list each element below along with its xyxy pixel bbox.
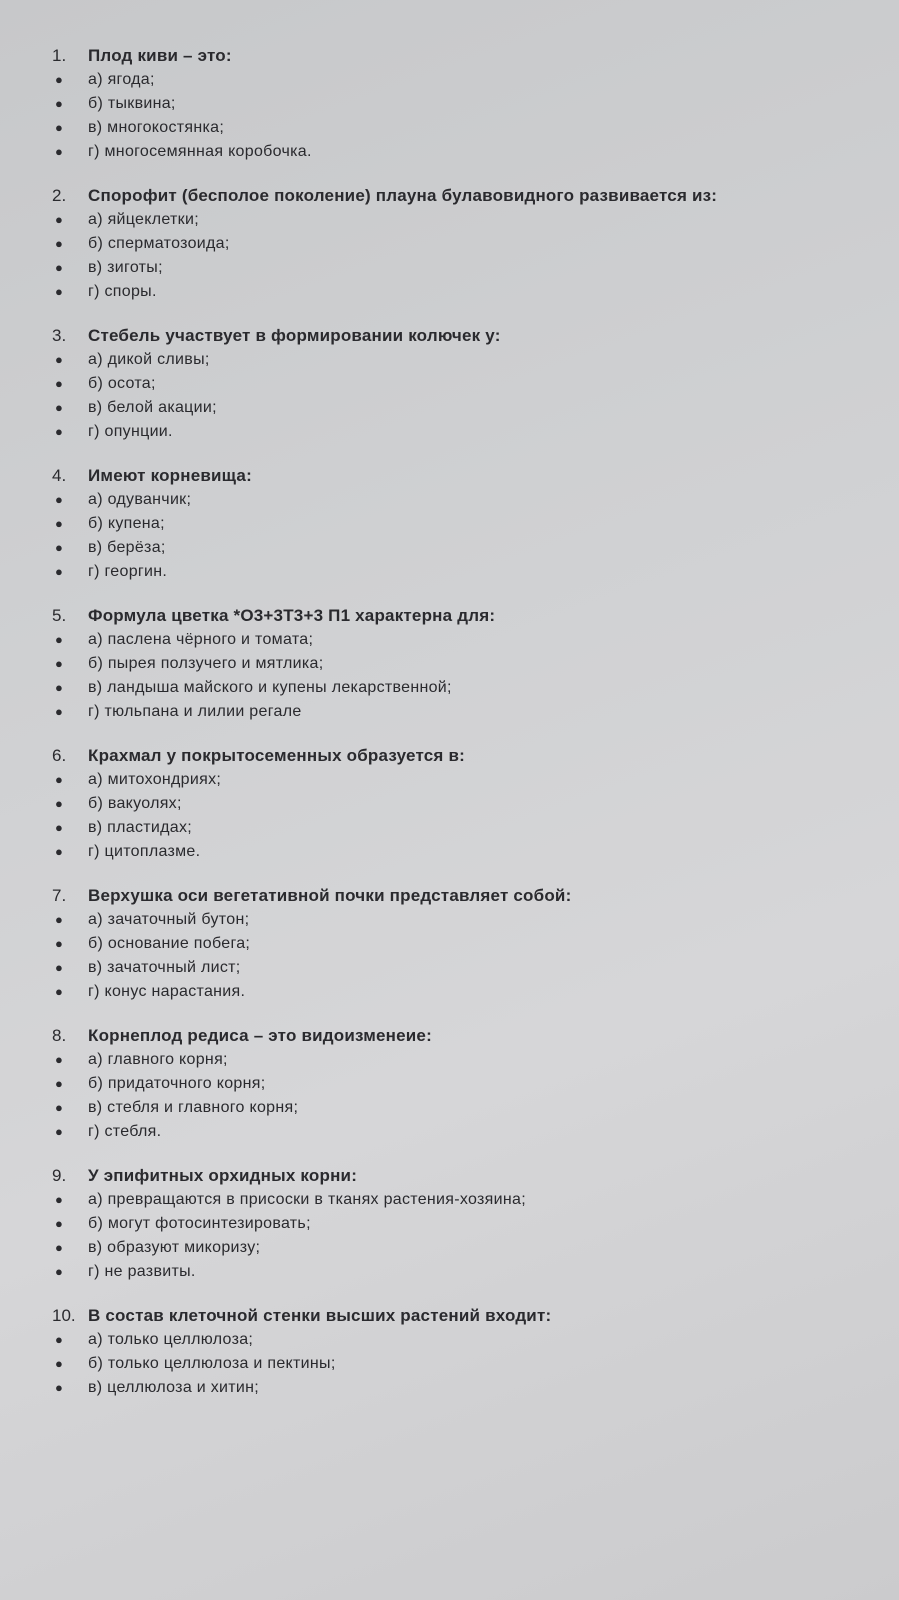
question-text: Верхушка оси вегетативной почки представляет собой: bbox=[88, 886, 572, 905]
question-text: Имеют корневища: bbox=[88, 466, 252, 485]
answer-option bbox=[52, 1376, 872, 1400]
bullet-icon: ● bbox=[55, 492, 63, 507]
answer-text: а) превращаются в присоски в тканях растения-хозяина; bbox=[88, 1191, 526, 1208]
question-5 bbox=[52, 604, 872, 724]
bullet-icon: ● bbox=[55, 540, 63, 555]
answer-text: в) белой акации; bbox=[88, 399, 217, 416]
answer-option bbox=[52, 932, 872, 956]
answer-option bbox=[52, 1328, 872, 1352]
question-text: Корнеплод редиса – это видоизменеие: bbox=[88, 1026, 432, 1045]
answer-text: г) многосемянная коробочка. bbox=[88, 143, 312, 160]
answer-text: г) споры. bbox=[88, 283, 157, 300]
answer-text: г) не развиты. bbox=[88, 1263, 196, 1280]
question-2 bbox=[52, 184, 872, 304]
question-8 bbox=[52, 1024, 872, 1144]
bullet-icon: ● bbox=[55, 212, 63, 227]
answer-text: г) опунции. bbox=[88, 423, 173, 440]
bullet-icon: ● bbox=[55, 1124, 63, 1139]
answer-option bbox=[52, 1352, 872, 1376]
bullet-icon: ● bbox=[55, 284, 63, 299]
bullet-icon: ● bbox=[55, 236, 63, 251]
question-heading bbox=[52, 184, 872, 208]
question-text: Формула цветка *О3+3Т3+3 П1 характерна для: bbox=[88, 606, 496, 625]
answer-option bbox=[52, 816, 872, 840]
bullet-icon: ● bbox=[55, 1216, 63, 1231]
answer-text: а) зачаточный бутон; bbox=[88, 911, 250, 928]
question-heading bbox=[52, 744, 872, 768]
answer-text: б) придаточного корня; bbox=[88, 1075, 266, 1092]
answer-option bbox=[52, 232, 872, 256]
answer-text: г) конус нарастания. bbox=[88, 983, 246, 1000]
bullet-icon: ● bbox=[55, 352, 63, 367]
question-heading bbox=[52, 604, 872, 628]
question-number: 7. bbox=[52, 886, 67, 905]
answer-option bbox=[52, 768, 872, 792]
answer-text: а) ягода; bbox=[88, 71, 155, 88]
answer-option bbox=[52, 1188, 872, 1212]
bullet-icon: ● bbox=[55, 1240, 63, 1255]
bullet-icon: ● bbox=[55, 376, 63, 391]
answer-text: б) осота; bbox=[88, 375, 156, 392]
answer-text: а) митохондриях; bbox=[88, 771, 222, 788]
answer-option bbox=[52, 700, 872, 724]
bullet-icon: ● bbox=[55, 820, 63, 835]
answer-option bbox=[52, 676, 872, 700]
answer-text: в) образуют микоризу; bbox=[88, 1239, 261, 1256]
answer-option bbox=[52, 908, 872, 932]
answer-option bbox=[52, 1096, 872, 1120]
answer-text: б) только целлюлоза и пектины; bbox=[88, 1355, 336, 1372]
question-number: 3. bbox=[52, 326, 67, 345]
bullet-icon: ● bbox=[55, 704, 63, 719]
question-number: 2. bbox=[52, 186, 67, 205]
bullet-icon: ● bbox=[55, 912, 63, 927]
answer-text: а) паслена чёрного и томата; bbox=[88, 631, 314, 648]
answer-option bbox=[52, 1260, 872, 1284]
bullet-icon: ● bbox=[55, 1192, 63, 1207]
bullet-icon: ● bbox=[55, 844, 63, 859]
question-7 bbox=[52, 884, 872, 1004]
question-heading bbox=[52, 464, 872, 488]
question-number: 9. bbox=[52, 1166, 67, 1185]
bullet-icon: ● bbox=[55, 772, 63, 787]
bullet-icon: ● bbox=[55, 656, 63, 671]
answer-option bbox=[52, 792, 872, 816]
bullet-icon: ● bbox=[55, 72, 63, 87]
answer-text: г) георгин. bbox=[88, 563, 168, 580]
answer-option bbox=[52, 512, 872, 536]
answer-text: в) зачаточный лист; bbox=[88, 959, 241, 976]
bullet-icon: ● bbox=[55, 984, 63, 999]
answer-option bbox=[52, 256, 872, 280]
answer-option bbox=[52, 980, 872, 1004]
answer-option bbox=[52, 420, 872, 444]
question-number: 10. bbox=[52, 1306, 76, 1325]
answer-option bbox=[52, 1120, 872, 1144]
answer-option bbox=[52, 92, 872, 116]
answer-option bbox=[52, 536, 872, 560]
answer-text: а) дикой сливы; bbox=[88, 351, 210, 368]
question-text: Плод киви – это: bbox=[88, 46, 232, 65]
bullet-icon: ● bbox=[55, 120, 63, 135]
answer-text: в) ландыша майского и купены лекарственной; bbox=[88, 679, 452, 696]
question-9 bbox=[52, 1164, 872, 1284]
answer-text: в) стебля и главного корня; bbox=[88, 1099, 299, 1116]
answer-text: а) яйцеклетки; bbox=[88, 211, 199, 228]
answer-text: а) главного корня; bbox=[88, 1051, 228, 1068]
bullet-icon: ● bbox=[55, 96, 63, 111]
answer-option bbox=[52, 652, 872, 676]
question-heading bbox=[52, 884, 872, 908]
answer-text: б) могут фотосинтезировать; bbox=[88, 1215, 311, 1232]
bullet-icon: ● bbox=[55, 796, 63, 811]
bullet-icon: ● bbox=[55, 144, 63, 159]
answer-text: б) вакуолях; bbox=[88, 795, 182, 812]
bullet-icon: ● bbox=[55, 632, 63, 647]
question-heading bbox=[52, 1024, 872, 1048]
bullet-icon: ● bbox=[55, 1052, 63, 1067]
bullet-icon: ● bbox=[55, 424, 63, 439]
question-number: 4. bbox=[52, 466, 67, 485]
answer-text: а) только целлюлоза; bbox=[88, 1331, 254, 1348]
answer-option bbox=[52, 1072, 872, 1096]
answer-option bbox=[52, 628, 872, 652]
answer-option bbox=[52, 372, 872, 396]
answer-text: г) цитоплазме. bbox=[88, 843, 201, 860]
answer-text: б) основание побега; bbox=[88, 935, 251, 952]
question-heading bbox=[52, 324, 872, 348]
answer-text: в) берёза; bbox=[88, 539, 166, 556]
bullet-icon: ● bbox=[55, 564, 63, 579]
bullet-icon: ● bbox=[55, 1380, 63, 1395]
bullet-icon: ● bbox=[55, 1332, 63, 1347]
answer-option bbox=[52, 140, 872, 164]
bullet-icon: ● bbox=[55, 936, 63, 951]
answer-option bbox=[52, 116, 872, 140]
bullet-icon: ● bbox=[55, 960, 63, 975]
test-sheet bbox=[52, 44, 872, 1420]
question-text: Крахмал у покрытосеменных образуется в: bbox=[88, 746, 465, 765]
bullet-icon: ● bbox=[55, 516, 63, 531]
answer-option bbox=[52, 348, 872, 372]
bullet-icon: ● bbox=[55, 680, 63, 695]
question-number: 1. bbox=[52, 46, 67, 65]
bullet-icon: ● bbox=[55, 1100, 63, 1115]
answer-text: в) пластидах; bbox=[88, 819, 193, 836]
answer-option bbox=[52, 1236, 872, 1260]
question-heading bbox=[52, 1304, 872, 1328]
question-text: У эпифитных орхидных корни: bbox=[88, 1166, 358, 1185]
question-number: 6. bbox=[52, 746, 67, 765]
answer-option bbox=[52, 208, 872, 232]
answer-text: г) тюльпана и лилии регале bbox=[88, 703, 302, 720]
bullet-icon: ● bbox=[55, 400, 63, 415]
question-6 bbox=[52, 744, 872, 864]
question-heading bbox=[52, 1164, 872, 1188]
answer-text: в) зиготы; bbox=[88, 259, 163, 276]
question-text: Стебель участвует в формировании колючек у: bbox=[88, 326, 501, 345]
answer-option bbox=[52, 488, 872, 512]
answer-text: б) купена; bbox=[88, 515, 165, 532]
answer-option bbox=[52, 396, 872, 420]
bullet-icon: ● bbox=[55, 1356, 63, 1371]
answer-text: б) пырея ползучего и мятлика; bbox=[88, 655, 324, 672]
question-4 bbox=[52, 464, 872, 584]
question-text: В состав клеточной стенки высших растений входит: bbox=[88, 1306, 552, 1325]
answer-option bbox=[52, 1048, 872, 1072]
answer-text: г) стебля. bbox=[88, 1123, 162, 1140]
question-3 bbox=[52, 324, 872, 444]
answer-option bbox=[52, 560, 872, 584]
question-number: 5. bbox=[52, 606, 67, 625]
answer-option bbox=[52, 840, 872, 864]
answer-text: в) целлюлоза и хитин; bbox=[88, 1379, 260, 1396]
answer-text: б) сперматозоида; bbox=[88, 235, 230, 252]
question-10 bbox=[52, 1304, 872, 1400]
bullet-icon: ● bbox=[55, 260, 63, 275]
bullet-icon: ● bbox=[55, 1264, 63, 1279]
question-number: 8. bbox=[52, 1026, 67, 1045]
bullet-icon: ● bbox=[55, 1076, 63, 1091]
question-text: Спорофит (бесполое поколение) плауна булавовидного развивается из: bbox=[88, 186, 718, 205]
question-heading bbox=[52, 44, 872, 68]
answer-option bbox=[52, 280, 872, 304]
answer-option bbox=[52, 956, 872, 980]
answer-text: б) тыквина; bbox=[88, 95, 176, 112]
answer-option bbox=[52, 1212, 872, 1236]
answer-text: в) многокостянка; bbox=[88, 119, 225, 136]
answer-option bbox=[52, 68, 872, 92]
answer-text: а) одуванчик; bbox=[88, 491, 192, 508]
question-1 bbox=[52, 44, 872, 164]
